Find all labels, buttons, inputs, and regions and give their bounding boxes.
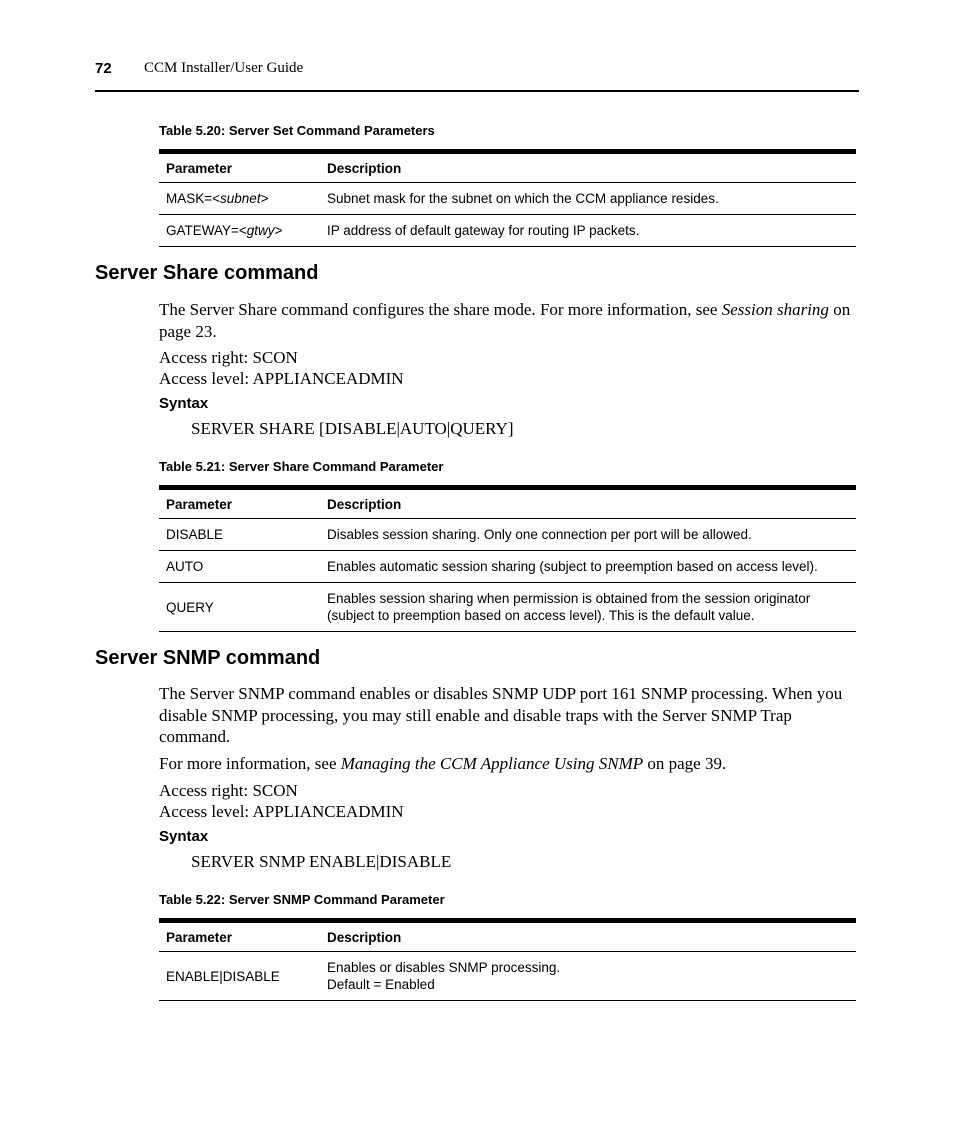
table-row [159, 183, 856, 215]
share-syntax-label: Syntax [159, 395, 209, 412]
snmp-access-level: Access level: APPLIANCEADMIN [159, 802, 404, 821]
description-cell [320, 952, 856, 1001]
section-heading-server-share: Server Share command [95, 262, 319, 284]
param-variable: subnet [220, 191, 261, 206]
table-5-21-caption: Table 5.21: Server Share Command Parameter [159, 459, 444, 474]
table-row [159, 519, 856, 551]
column-header-description: Description [327, 929, 402, 945]
snmp-more-info-paragraph [159, 753, 859, 775]
description-line: Enables or disables SNMP processing. [327, 960, 561, 975]
section-heading-server-snmp: Server SNMP command [95, 647, 321, 669]
share-intro-tail: on page 23. [159, 300, 851, 341]
param-cell: AUTO [166, 559, 204, 574]
snmp-more-text: For more information, see [159, 754, 341, 773]
table-5-21 [159, 485, 856, 632]
description-line: Default = Enabled [327, 977, 435, 992]
table-5-22 [159, 918, 856, 1001]
param-cell [159, 183, 320, 215]
param-variable: gtwy [246, 223, 275, 238]
column-header-parameter: Parameter [166, 160, 233, 176]
column-header-parameter: Parameter [166, 496, 233, 512]
param-suffix: > [260, 191, 269, 206]
share-syntax-command: SERVER SHARE [DISABLE|AUTO|QUERY] [191, 419, 514, 438]
share-intro-paragraph [159, 299, 859, 342]
param-suffix: > [274, 223, 283, 238]
share-intro-text: The Server Share command configures the share mode. For more information, see [159, 300, 722, 319]
snmp-syntax-label: Syntax [159, 828, 209, 845]
snmp-access-right: Access right: SCON [159, 781, 298, 800]
param-cell [159, 215, 320, 247]
table-5-20-caption: Table 5.20: Server Set Command Parameters [159, 123, 435, 138]
param-prefix: GATEWAY=< [166, 223, 247, 238]
page-header [95, 58, 859, 92]
table-row [159, 215, 856, 247]
table-5-22-caption: Table 5.22: Server SNMP Command Parameter [159, 892, 445, 907]
table-5-20 [159, 149, 856, 247]
param-cell: DISABLE [166, 527, 224, 542]
column-header-description: Description [327, 496, 402, 512]
column-header-parameter: Parameter [166, 929, 233, 945]
snmp-syntax-command: SERVER SNMP ENABLE|DISABLE [191, 852, 452, 871]
column-header-description: Description [327, 160, 402, 176]
share-access-level: Access level: APPLIANCEADMIN [159, 369, 404, 388]
description-cell [320, 583, 856, 632]
param-prefix: MASK=< [166, 191, 221, 206]
param-cell: QUERY [166, 599, 214, 615]
guide-title: CCM Installer/User Guide [144, 60, 304, 76]
share-access-right: Access right: SCON [159, 348, 298, 367]
description-cell: IP address of default gateway for routing IP packets. [327, 223, 640, 238]
description-cell: Disables session sharing. Only one connection per port will be allowed. [327, 527, 752, 542]
description-line: Enables session sharing when permission is obtained from the session originator [327, 591, 811, 606]
table-row [159, 551, 856, 583]
description-cell: Subnet mask for the subnet on which the CCM appliance resides. [327, 191, 719, 206]
description-line: (subject to preemption based on access level). This is the default value. [327, 608, 755, 623]
snmp-more-tail: on page 39. [643, 754, 727, 773]
page-number: 72 [95, 60, 112, 77]
description-cell: Enables automatic session sharing (subject to preemption based on access level). [327, 559, 818, 574]
share-intro-reference: Session sharing [721, 300, 829, 319]
param-cell: ENABLE|DISABLE [166, 968, 280, 984]
snmp-more-reference: Managing the CCM Appliance Using SNMP [340, 754, 644, 773]
table-row [159, 583, 856, 632]
snmp-intro-paragraph: The Server SNMP command enables or disables SNMP UDP port 161 SNMP processing. When you disable SNMP processing, you may still enable and disable traps with the Server SNMP Trap command. [159, 684, 843, 746]
table-row [159, 952, 856, 1001]
